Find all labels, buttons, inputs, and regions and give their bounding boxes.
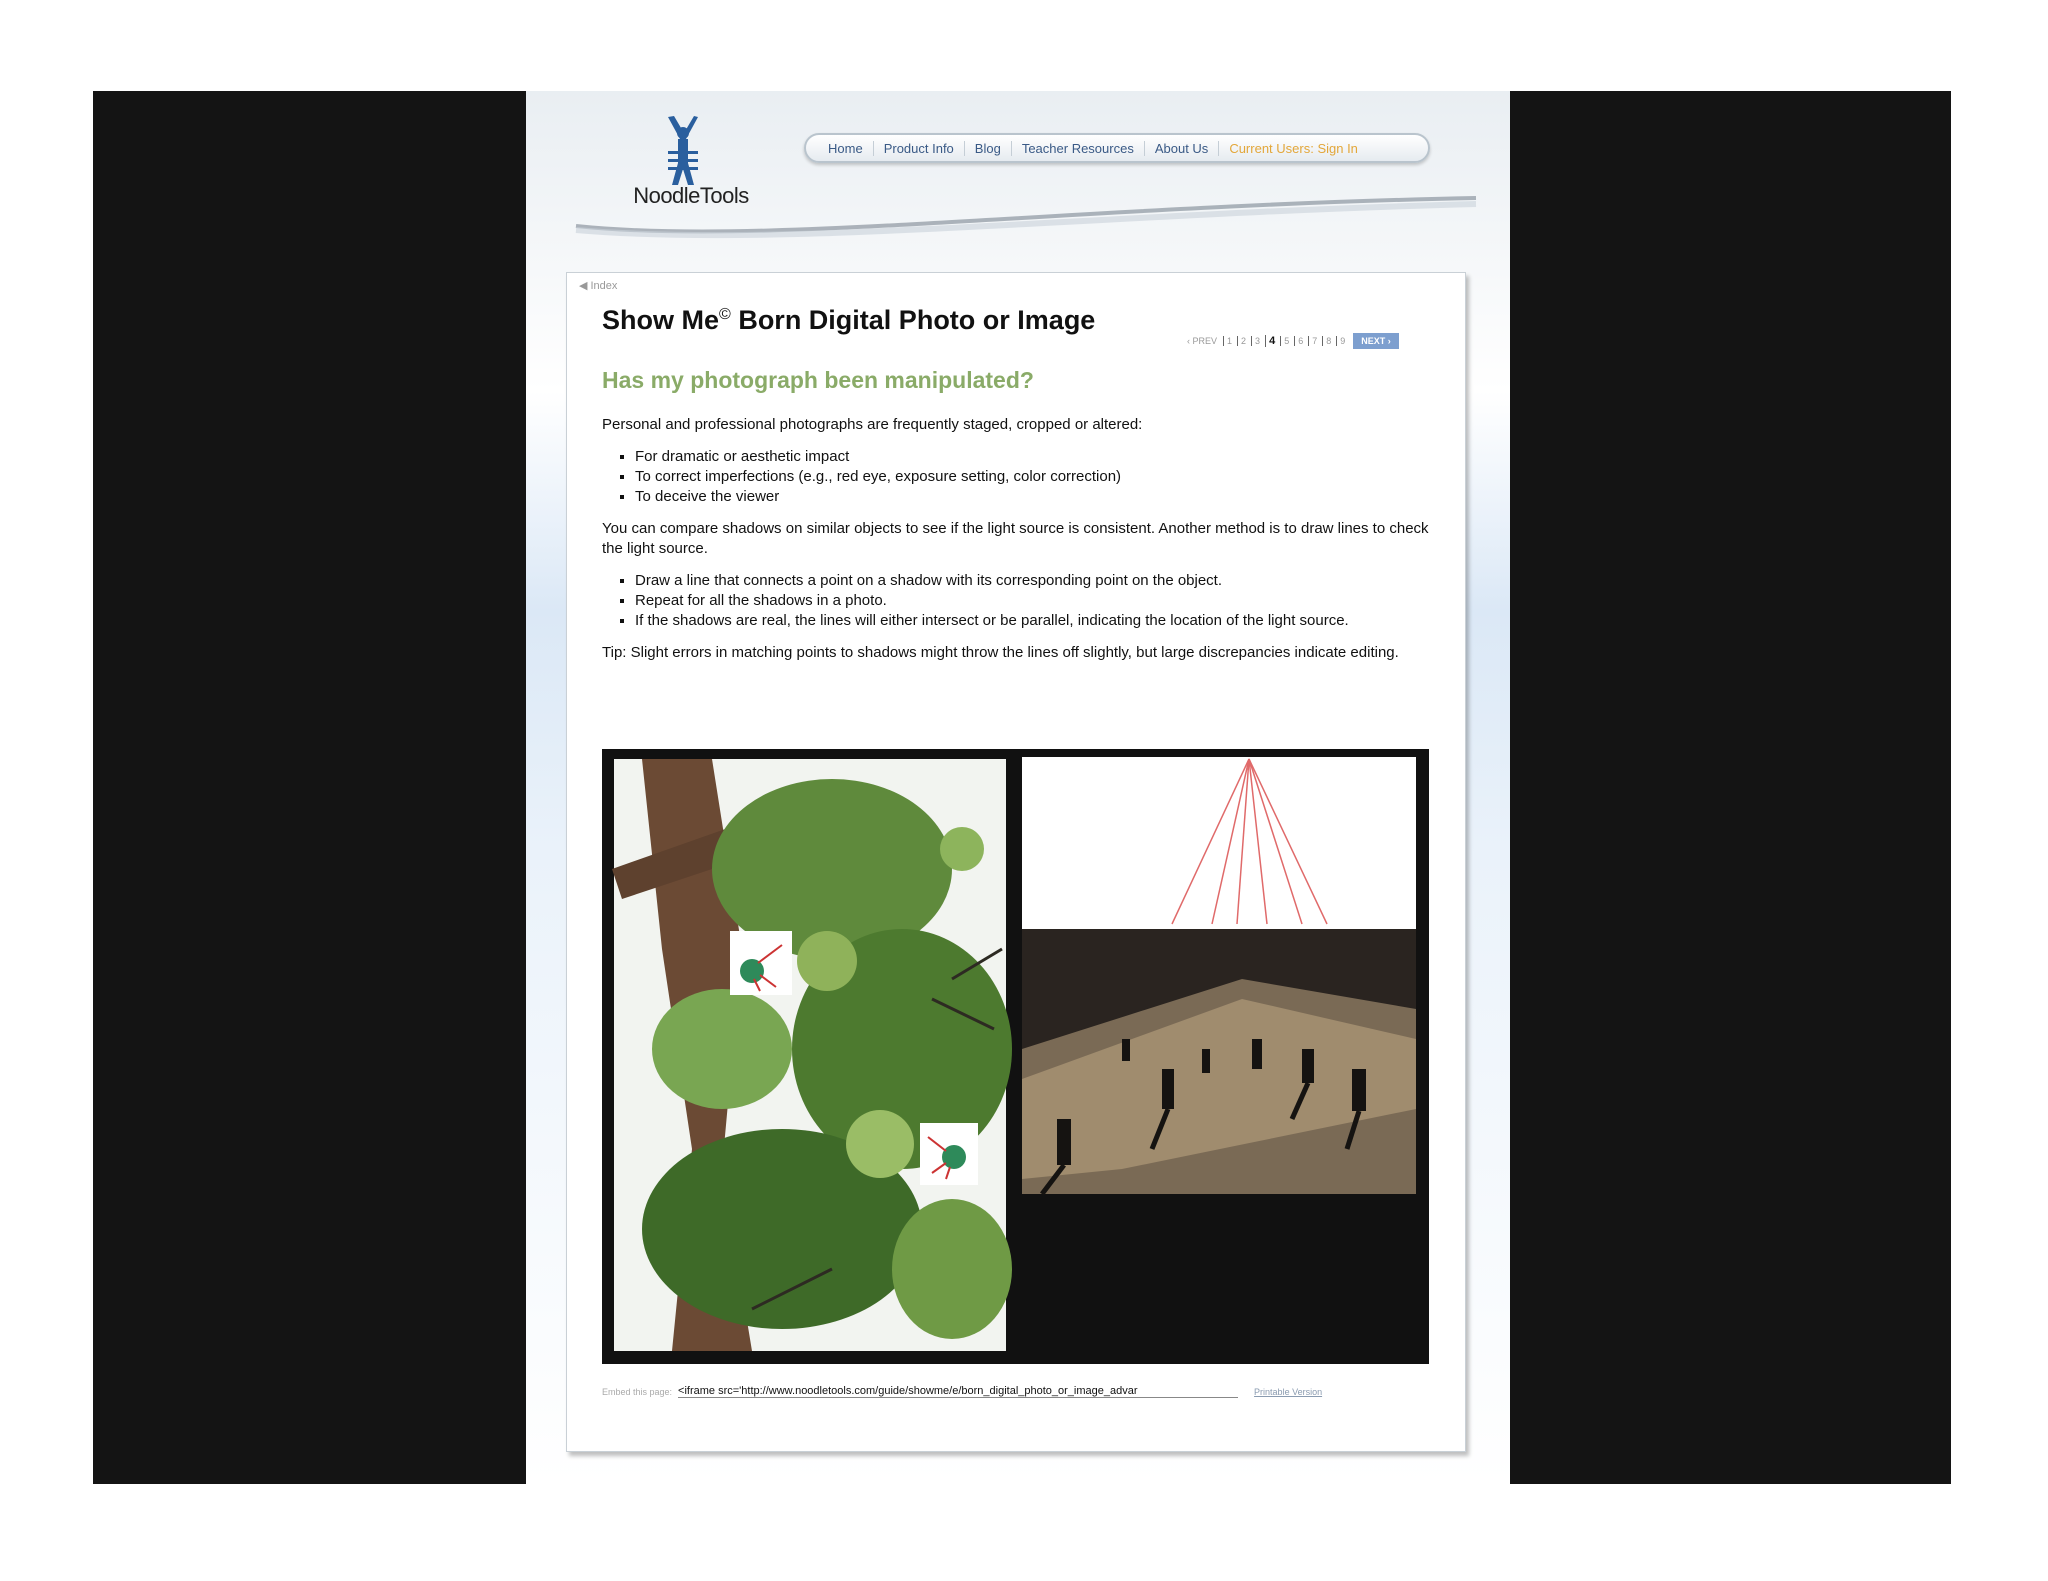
page-link[interactable]: 5 bbox=[1280, 336, 1292, 346]
content-card bbox=[566, 272, 1466, 1452]
page-link[interactable]: 8 bbox=[1322, 336, 1334, 346]
nav-sign-in[interactable]: Current Users: Sign In bbox=[1229, 140, 1358, 156]
steps-list bbox=[602, 571, 1442, 631]
nav-home[interactable]: Home bbox=[818, 141, 874, 156]
nav-teacher-resources[interactable]: Teacher Resources bbox=[1012, 141, 1145, 156]
nav-blog[interactable]: Blog bbox=[965, 141, 1012, 156]
back-to-index-link[interactable] bbox=[579, 279, 617, 292]
tip-paragraph: Tip: Slight errors in matching points to shadows might throw the lines off slightly, but large discrepancies indicate editing. bbox=[602, 644, 1399, 661]
page-link[interactable]: 9 bbox=[1336, 336, 1348, 346]
list-item: ▪ Repeat for all the shadows in a photo. bbox=[635, 591, 1442, 611]
reasons-list bbox=[602, 447, 1442, 507]
embed-bar bbox=[602, 1385, 1322, 1398]
lime-tree-photo bbox=[612, 759, 1012, 1351]
page-link[interactable]: 1 bbox=[1223, 336, 1235, 346]
main-nav bbox=[804, 133, 1430, 163]
list-item: ▪ Draw a line that connects a point on a shadow with its corresponding point on the object. bbox=[635, 571, 1442, 591]
list-item: ▪ If the shadows are real, the lines will either intersect or be parallel, indicating the location of the light source. bbox=[635, 611, 1442, 631]
page-link-current: 4 bbox=[1265, 335, 1278, 347]
page-link[interactable]: 3 bbox=[1251, 336, 1263, 346]
shadow-paragraph: You can compare shadows on similar objects to see if the light source is consistent. Another method is to draw lines to check the light source. bbox=[602, 520, 1429, 557]
header-swoosh bbox=[566, 186, 1486, 246]
back-link-label: Index bbox=[590, 279, 618, 292]
nav-product-info[interactable]: Product Info bbox=[874, 141, 965, 156]
example-images bbox=[602, 749, 1429, 1364]
embed-code-field[interactable]: <iframe src='http://www.noodletools.com/guide/showme/e/born_digital_photo_or_image_advar bbox=[678, 1385, 1238, 1398]
back-arrow-icon: ◀ bbox=[579, 280, 588, 292]
embed-label: Embed this page: bbox=[602, 1386, 673, 1397]
page-title: Show Me© Born Digital Photo or Image bbox=[602, 305, 1096, 335]
web-page bbox=[526, 91, 1510, 1484]
list-item: ▪ To deceive the viewer bbox=[635, 487, 1442, 507]
article-body bbox=[602, 415, 1442, 675]
page-link[interactable]: 2 bbox=[1237, 336, 1249, 346]
list-item: ▪ For dramatic or aesthetic impact bbox=[635, 447, 1442, 467]
page-link[interactable]: 7 bbox=[1308, 336, 1320, 346]
pagination bbox=[1187, 333, 1399, 349]
section-heading: Has my photograph been manipulated? bbox=[602, 367, 1034, 393]
nav-about-us[interactable]: About Us bbox=[1145, 141, 1219, 156]
list-item: ▪ To correct imperfections (e.g., red eye, exposure setting, color correction) bbox=[635, 467, 1442, 487]
page-link[interactable]: 6 bbox=[1294, 336, 1306, 346]
next-button[interactable]: NEXT › bbox=[1353, 333, 1399, 349]
bollards-photo bbox=[1022, 757, 1416, 1194]
prev-button[interactable]: ‹ PREV bbox=[1187, 336, 1218, 346]
intro-paragraph: Personal and professional photographs are frequently staged, cropped or altered: bbox=[602, 416, 1143, 433]
printable-version-link[interactable]: Printable Version bbox=[1254, 1386, 1323, 1397]
logo-text: NoodleTools bbox=[633, 183, 749, 208]
